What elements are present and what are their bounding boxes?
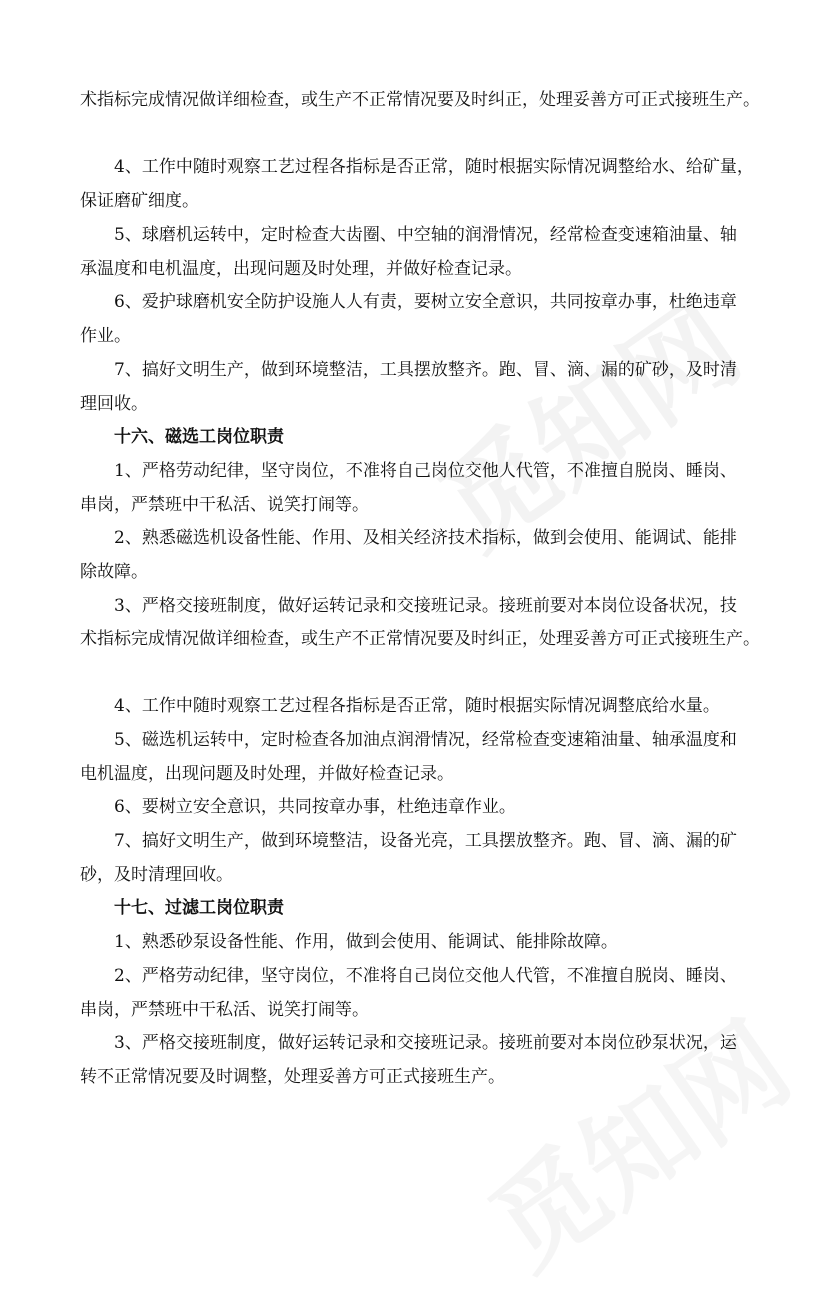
document-page: 术指标完成情况做详细检查，或生产不正常情况要及时纠正，处理妥善方可正式接班生产。 4、工作中随时观察工艺过程各指标是否正常，随时根据实际情况调整给水、给矿量， 保证磨矿细度。 5、球磨机运转中，定时检查大齿圈、中空轴的润滑情况，经常检查变速箱油量、轴 承温度和电机温度，出现问题及时处理，并做好检查记录。 6、爱护球磨机安全防护设施人人有责，要树立安全意识，共同按章办事，杜绝违章 作业。 7、搞好文明生产，做到环境整洁，工具摆放整齐。跑、冒、滴、漏的矿砂，及时清 理回收。 十六、磁选工岗位职责 1、严格劳动纪律，坚守岗位，不准将自己岗位交他人代管，不准擅自脱岗、睡岗、 串岗，严禁班中干私活、说笑打闹等。 2、熟悉磁选机设备性能、作用、及相关经济技术指标，做到会使用、能调试、能排 除故障。 3、严格交接班制度，做好运转记录和交接班记录。接班前要对本岗位设备状况，技 术指标完成情况做详细检查，或生产不正常情况要及时纠正，处理妥善方可正式接班生产。 4、工作中随时观察工艺过程各指标是否正常，随时根据实际情况调整底给水量。 5、磁选机运转中，定时检查各加油点润滑情况，经常检查变速箱油量、轴承温度和 电机温度，出现问题及时处理，并做好检查记录。 6、要树立安全意识，共同按章办事，杜绝违章作业。 7、搞好文明生产，做到环境整洁，设备光亮，工具摆放整齐。跑、冒、滴、漏的矿 砂，及时清理回收。 十七、过滤工岗位职责 1、熟悉砂泵设备性能、作用，做到会使用、能调试、能排除故障。 2、严格劳动纪律，坚守岗位，不准将自己岗位交他人代管，不准擅自脱岗、睡岗、 串岗，严禁班中干私活、说笑打闹等。 3、严格交接班制度，做好运转记录和交接班记录。接班前要对本岗位砂泵状况，运 转不正常情况要及时调整，处理妥善方可正式接班生产。 <box>0 0 830 1174</box>
watermark-lower <box>455 980 816 1298</box>
